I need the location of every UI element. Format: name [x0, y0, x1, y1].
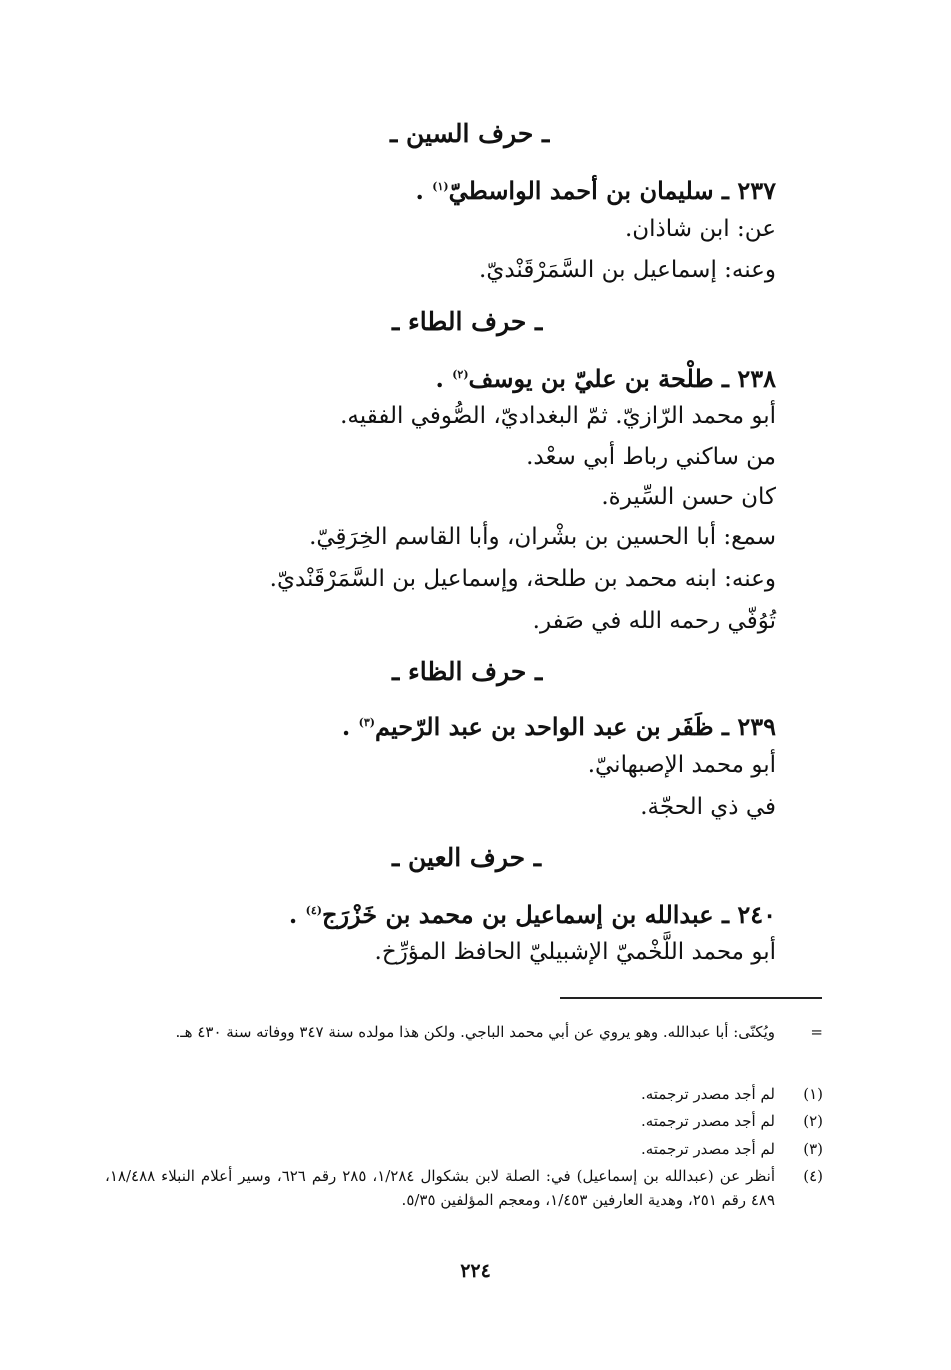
footnote-text: لم أجد مصدر ترجمته. [640, 1140, 775, 1158]
footnote-3 [105, 1137, 823, 1161]
section-heading-ayn: ـ حرف العين ـ [392, 843, 542, 872]
section-heading-za: ـ حرف الظاء ـ [392, 657, 543, 686]
footnote-text: لم أجد مصدر ترجمته. [640, 1112, 775, 1130]
entry-238-line-5: وعنه: ابنه محمد بن طلحة، وإسماعيل بن السَّمَرْقَنْديّ. [269, 566, 776, 592]
footnote-text: أنظر عن (عبدالله بن إسماعيل) في: الصلة لابن بشكوال ١/٢٨٤، ٢٨٥ رقم ٦٢٦، وسير أعلام النبلاء ١٨/٤٨٨، ٤٨٩ رقم ٢٥١، وهدية العارفين ١/٤٥٣، ومعجم المؤلفين ٥/٣٥. [105, 1167, 775, 1209]
footnote-number: (٣) [803, 1140, 823, 1158]
entry-238-line-4: سمع: أبا الحسين بن بشْران، وأبا القاسم الخِرَقِيّ. [309, 524, 776, 550]
entry-238-title: ٢٣٨ ـ طلْحة بن عليّ بن يوسف$^{(٢)}$ . [435, 364, 776, 393]
entry-237-line-1: عن: ابن شاذان. [624, 216, 776, 242]
entry-237-title: ٢٣٧ ـ سليمان بن أحمد الواسطيّ$^{(١)}$ . [415, 176, 776, 205]
footnote-separator [560, 997, 822, 999]
footnote-4 [105, 1164, 823, 1212]
footnote-number: (١) [803, 1085, 823, 1103]
entry-237-line-2: وعنه: إسماعيل بن السَّمَرْقَنْديّ. [479, 257, 776, 283]
entry-238-line-1: أبو محمد الرّازيّ. ثمّ البغداديّ، الصُّوفي الفقيه. [340, 403, 776, 429]
footnote-1 [105, 1082, 823, 1106]
entry-239-title: ٢٣٩ ـ ظَفَر بن عبد الواحد بن عبد الرّحيم$^{(٣)}$ . [341, 712, 776, 741]
entry-238-line-6: تُوُفّي رحمه الله في صَفر. [532, 608, 776, 634]
entry-239-line-1: أبو محمد الإصبهانيّ. [587, 752, 776, 778]
footnote-text: لم أجد مصدر ترجمته. [640, 1085, 775, 1103]
footnote-ref-4: (٤) [305, 904, 322, 917]
entry-240-line-1: أبو محمد اللَّخْميّ الإشبيليّ الحافظ المؤرِّخ. [374, 939, 776, 965]
entry-238-line-2: من ساكني رباط أبي سعْد. [526, 444, 776, 470]
footnote-continuation [105, 1020, 823, 1068]
footnote-number: (٢) [803, 1112, 823, 1130]
footnote-ref-1: (١) [432, 180, 449, 193]
footnote-2 [105, 1109, 823, 1133]
footnote-marker: = [810, 1023, 823, 1041]
footnote-ref-2: (٢) [452, 368, 469, 381]
section-heading-ta: ـ حرف الطاء ـ [392, 307, 543, 336]
section-heading-sin: ـ حرف السين ـ [390, 119, 550, 148]
footnote-text: ويُكنّى: أبا عبدالله. وهو يروي عن أبي محمد الباجي. ولكن هذا مولده سنة ٣٤٧ ووفاته سنة ٤٣٠ هـ. [175, 1023, 775, 1041]
page-number: ٢٢٤ [460, 1260, 491, 1282]
entry-240-title: ٢٤٠ ـ عبدالله بن إسماعيل بن محمد بن خَزْرَج$^{(٤)}$ . [288, 900, 776, 929]
footnote-ref-3: (٣) [358, 716, 375, 729]
entry-238-line-3: كان حسن السِّيرة. [601, 484, 776, 510]
footnote-number: (٤) [803, 1167, 823, 1185]
entry-239-line-2: في ذي الحجّة. [640, 794, 776, 820]
